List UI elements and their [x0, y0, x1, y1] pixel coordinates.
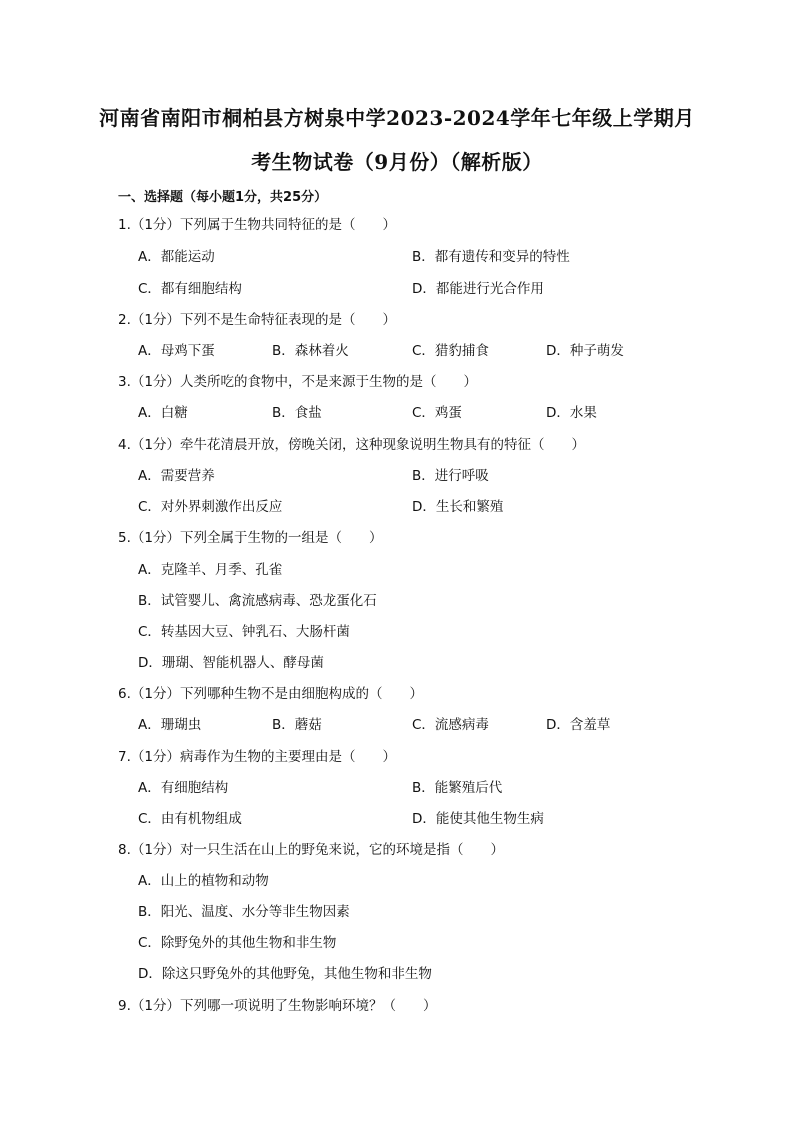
q4-option-a: A．需要营养 — [138, 468, 215, 484]
q7-option-b: B．能繁殖后代 — [412, 780, 503, 796]
section-heading: 一、选择题（每小题1分，共25分） — [118, 190, 328, 205]
q8-option-a: A．山上的植物和动物 — [138, 873, 269, 889]
q2-option-b: B．森林着火 — [272, 343, 349, 359]
question-8: 8.（1分）对一只生活在山上的野兔来说，它的环境是指（ ） — [118, 842, 504, 858]
question-6: 6.（1分）下列哪种生物不是由细胞构成的（ ） — [118, 686, 423, 702]
q6-option-b: B．蘑菇 — [272, 717, 322, 733]
q2-option-d: D．种子萌发 — [546, 343, 624, 359]
q1-option-b: B．都有遗传和变异的特性 — [412, 249, 570, 265]
question-4: 4.（1分）牵牛花清晨开放，傍晚关闭，这种现象说明生物具有的特征（ ） — [118, 437, 585, 453]
question-2: 2.（1分）下列不是生命特征表现的是（ ） — [118, 312, 396, 328]
q5-option-d: D．珊瑚、智能机器人、酵母菌 — [138, 655, 324, 671]
q5-option-a: A．克隆羊、月季、孔雀 — [138, 562, 283, 578]
q4-option-c: C．对外界刺激作出反应 — [138, 499, 283, 515]
q3-option-a: A．白糖 — [138, 405, 188, 421]
q2-option-c: C．猎豹捕食 — [412, 343, 489, 359]
question-9: 9.（1分）下列哪一项说明了生物影响环境？（ ） — [118, 998, 437, 1014]
q8-option-c: C．除野兔外的其他生物和非生物 — [138, 935, 337, 951]
q5-option-c: C．转基因大豆、钟乳石、大肠杆菌 — [138, 624, 350, 640]
q1-option-d: D．都能进行光合作用 — [412, 281, 544, 297]
q1-option-c: C．都有细胞结构 — [138, 281, 242, 297]
exam-title-line2: 考生物试卷（9月份）（解析版） — [251, 150, 543, 174]
q5-option-b: B．试管婴儿、禽流感病毒、恐龙蛋化石 — [138, 593, 377, 609]
question-1: 1.（1分）下列属于生物共同特征的是（ ） — [118, 217, 396, 233]
question-7: 7.（1分）病毒作为生物的主要理由是（ ） — [118, 749, 396, 765]
q2-option-a: A．母鸡下蛋 — [138, 343, 215, 359]
exam-title-line1: 河南省南阳市桐柏县方树泉中学2023-2024学年七年级上学期月 — [99, 106, 695, 130]
q1-option-a: A．都能运动 — [138, 249, 215, 265]
q6-option-c: C．流感病毒 — [412, 717, 489, 733]
q7-option-d: D．能使其他生物生病 — [412, 811, 544, 827]
q4-option-b: B．进行呼吸 — [412, 468, 489, 484]
q3-option-d: D．水果 — [546, 405, 597, 421]
q8-option-d: D．除这只野兔外的其他野兔，其他生物和非生物 — [138, 966, 432, 982]
q4-option-d: D．生长和繁殖 — [412, 499, 504, 515]
question-5: 5.（1分）下列全属于生物的一组是（ ） — [118, 530, 383, 546]
q6-option-d: D．含羞草 — [546, 717, 611, 733]
question-3: 3.（1分）人类所吃的食物中，不是来源于生物的是（ ） — [118, 374, 477, 390]
q3-option-c: C．鸡蛋 — [412, 405, 462, 421]
q7-option-a: A．有细胞结构 — [138, 780, 229, 796]
q7-option-c: C．由有机物组成 — [138, 811, 242, 827]
q6-option-a: A．珊瑚虫 — [138, 717, 202, 733]
q8-option-b: B．阳光、温度、水分等非生物因素 — [138, 904, 350, 920]
q3-option-b: B．食盐 — [272, 405, 322, 421]
